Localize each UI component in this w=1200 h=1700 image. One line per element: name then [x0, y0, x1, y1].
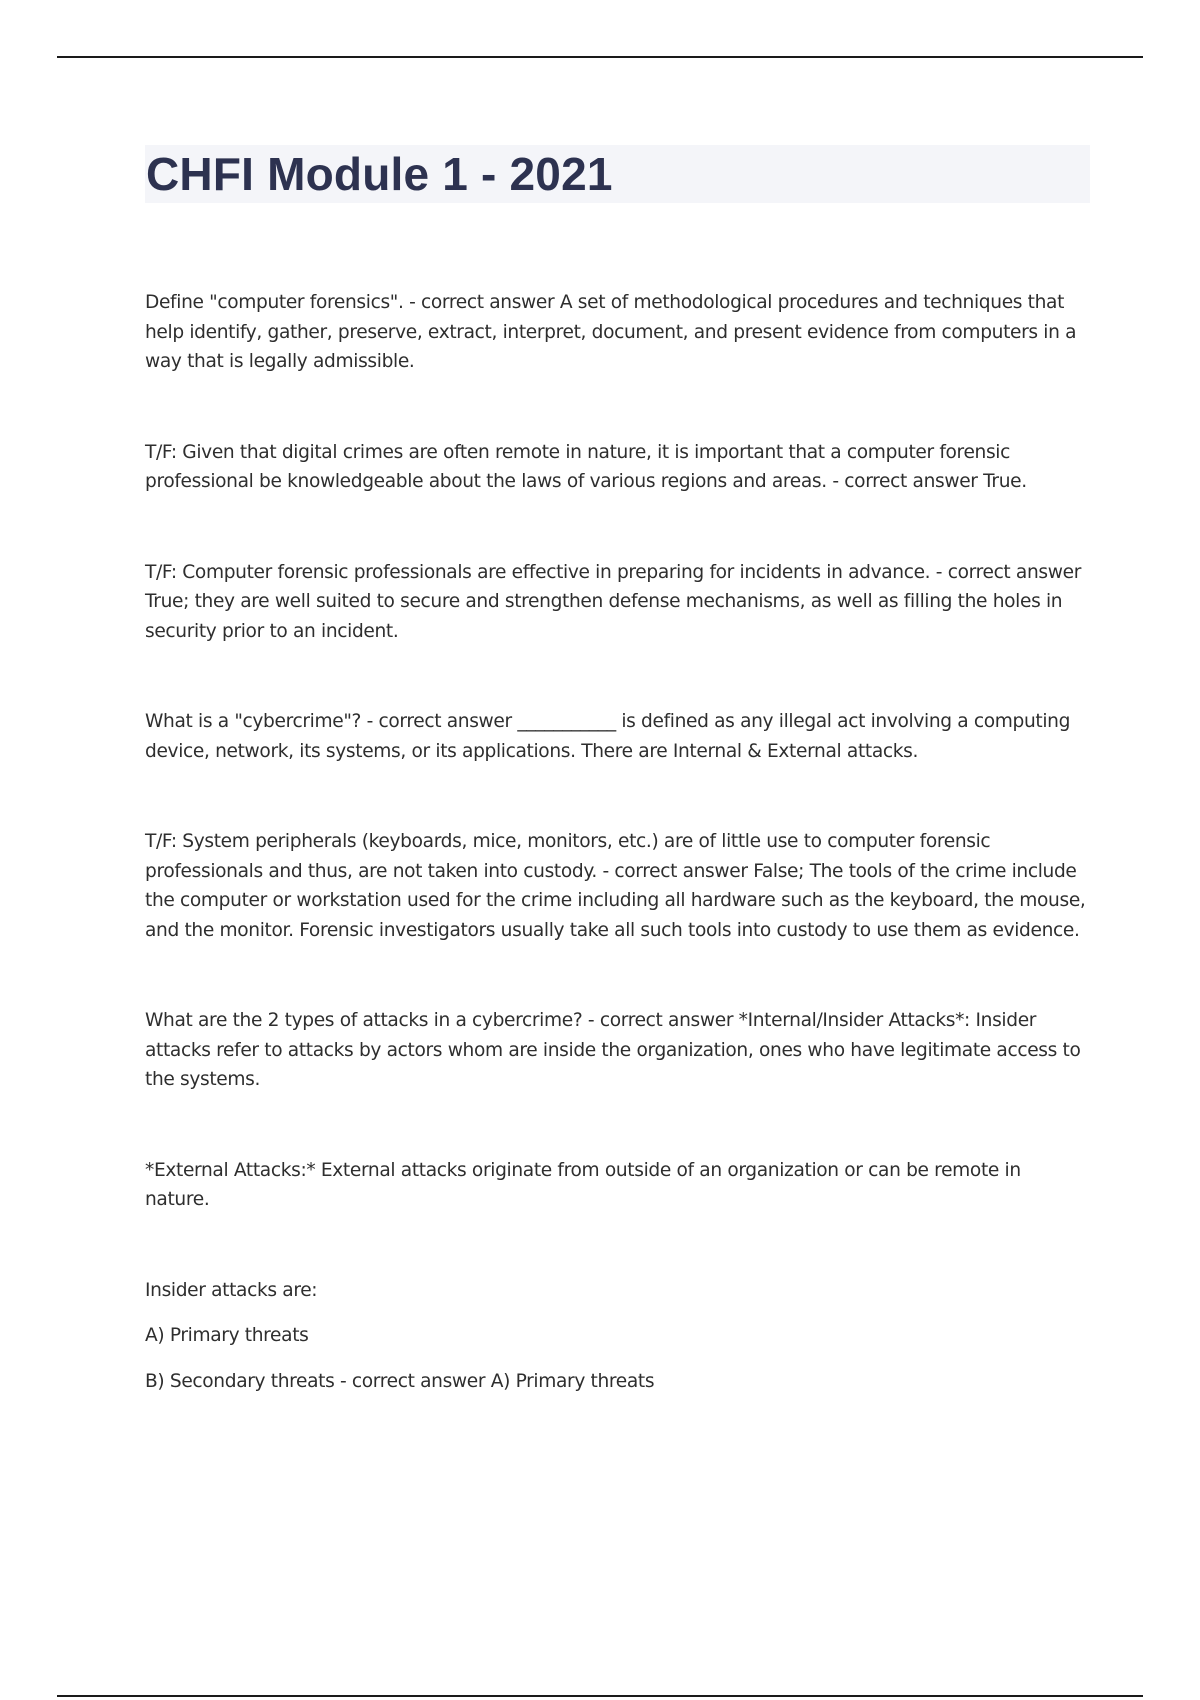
- qa-text: What is a "cybercrime"? - correct answer ___________ is defined as any illegal act involving a computing device, network, its systems, or its applications. There are Internal & External attacks.: [145, 711, 1071, 762]
- qa-text: A) Primary threats: [145, 1325, 309, 1346]
- qa-entry: [145, 288, 1090, 377]
- qa-option-a: [145, 1321, 1090, 1351]
- qa-text: T/F: System peripherals (keyboards, mice, monitors, etc.) are of little use to computer forensic professionals and thus, are not taken into custody. - correct answer False; The tools of the crime include the computer or workstation used for the crime including all hardware such as the keyboard, the mouse, and the monitor. Forensic investigators usually take all such tools into custody to use them as evidence.: [145, 831, 1086, 941]
- qa-entry: [145, 827, 1090, 945]
- qa-text: Define "computer forensics". - correct answer A set of methodological procedures and techniques that help identify, gather, preserve, extract, interpret, document, and present evidence from computers in a way that is legally admissible.: [145, 292, 1077, 372]
- qa-text: *External Attacks:* External attacks originate from outside of an organization or can be remote in nature.: [145, 1159, 1021, 1210]
- footer-rule: [57, 1695, 1143, 1697]
- qa-entry: [145, 558, 1090, 647]
- qa-entry: [145, 1156, 1090, 1215]
- qa-option-b: [145, 1367, 1090, 1397]
- qa-text: T/F: Computer forensic professionals are effective in preparing for incidents in advance. - correct answer True; they are well suited to secure and strengthen defense mechanisms, as well as filling the holes in security prior to an incident.: [145, 561, 1081, 642]
- qa-text: T/F: Given that digital crimes are often remote in nature, it is important that a computer forensic professional be knowledgeable about the laws of various regions and areas. - correct answer True.: [145, 441, 1027, 492]
- header-rule: [57, 56, 1143, 58]
- document-title: CHFI Module 1 - 2021: [146, 148, 613, 200]
- qa-entry: [145, 1006, 1090, 1095]
- document-body: [145, 288, 1090, 1412]
- qa-text: Insider attacks are:: [145, 1279, 318, 1301]
- qa-entry: [145, 438, 1090, 497]
- qa-question-prompt: [145, 1276, 1090, 1306]
- qa-text: What are the 2 types of attacks in a cybercrime? - correct answer *Internal/Insider Attacks*: Insider attacks refer to attacks by actors whom are inside the organization, ones who have legitimate access to the systems.: [145, 1010, 1081, 1090]
- qa-text: B) Secondary threats - correct answer A) Primary threats: [145, 1370, 655, 1392]
- qa-entry: [145, 707, 1090, 766]
